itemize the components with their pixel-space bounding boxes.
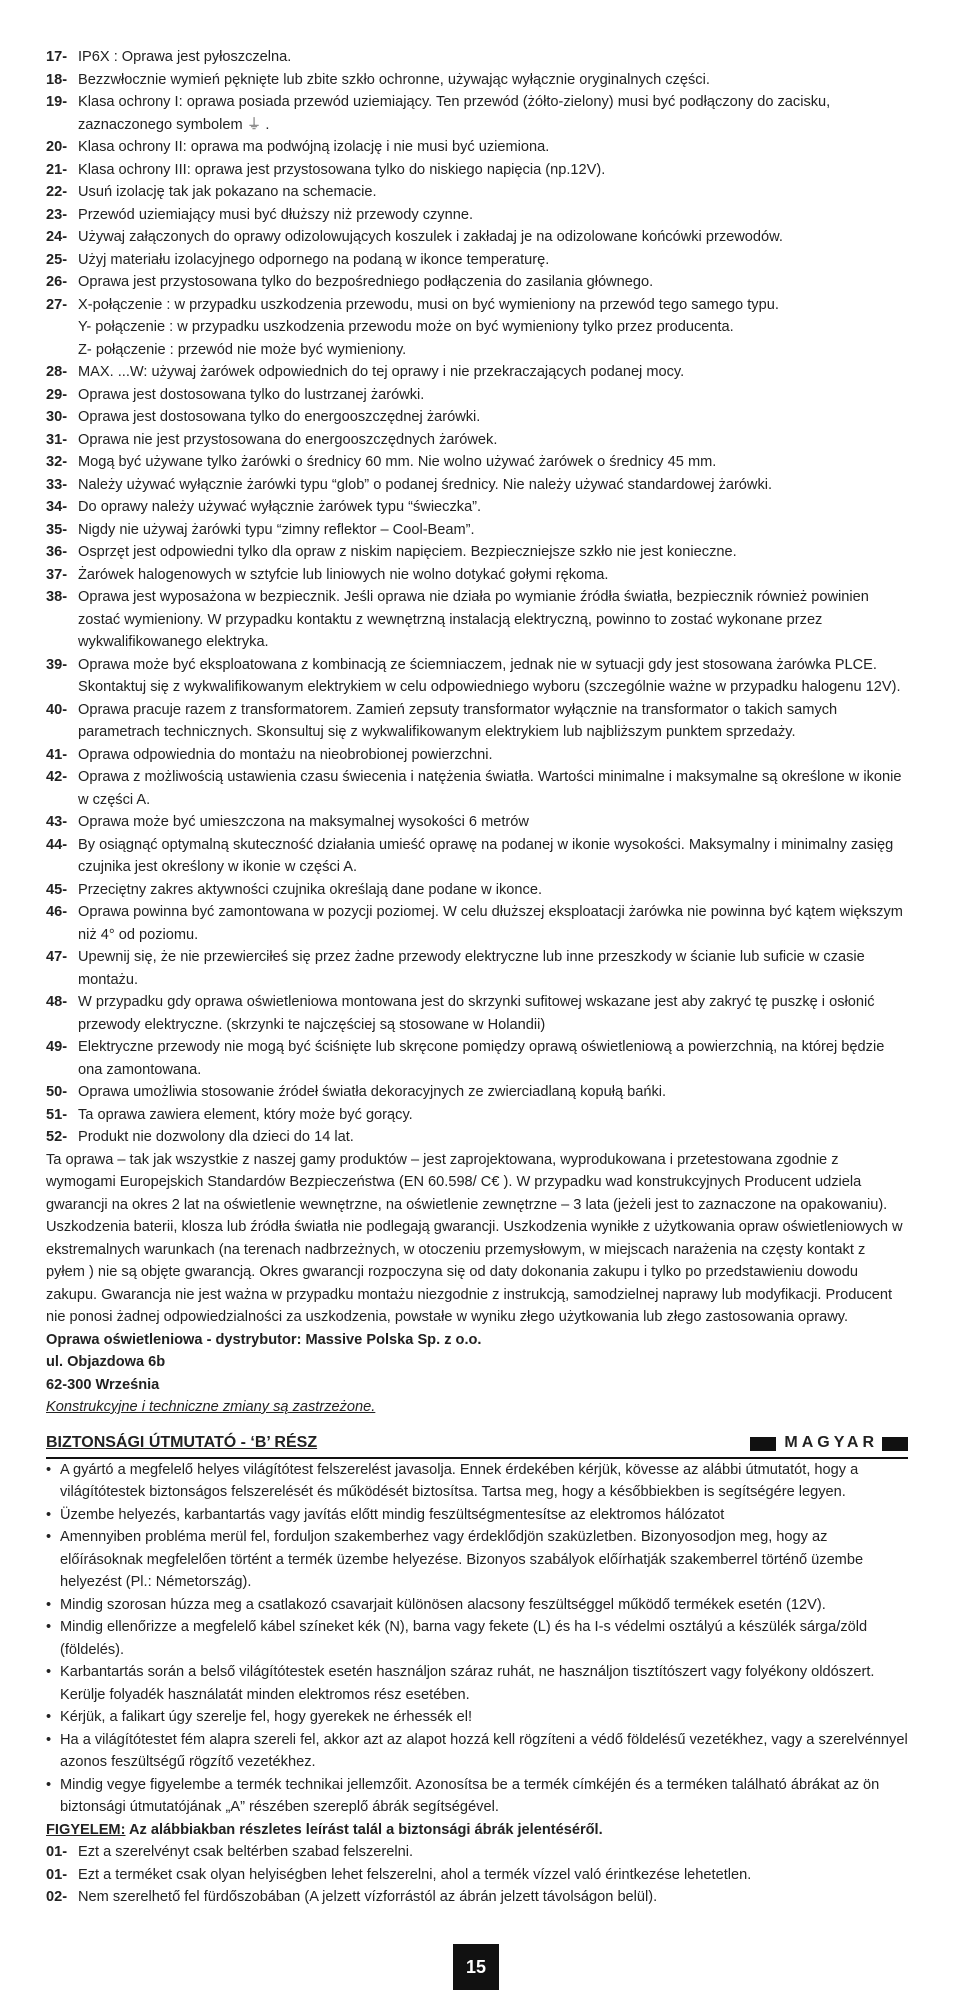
numbered-item	[46, 451, 908, 474]
item-text: Oprawa pracuje razem z transformatorem. Zamień zepsuty transformator wyłącznie na transformator o takich samych parametrach technicznych. Skonsultuj się z wykwalifikowanym elektrykiem lub najbliższym punktem sprzedaży.	[78, 701, 838, 740]
numbered-item	[46, 294, 908, 362]
numbered-item	[46, 136, 908, 159]
item-number: 35-	[46, 521, 68, 538]
numbered-item	[46, 91, 908, 136]
item-text: Oprawa powinna być zamontowana w pozycji poziomej. W celu dłuższej eksploatacji żarówka nie powinna być kątem większym niż 4° od poziomu.	[78, 904, 903, 943]
numbered-item	[46, 1104, 908, 1127]
item-number: 19-	[46, 94, 68, 110]
item-text: Usuń izolację tak jak pokazano na schemacie.	[78, 184, 377, 200]
bullet-item	[46, 1526, 908, 1594]
distributor-city: 62-300 Września	[46, 1376, 160, 1393]
distributor-street: ul. Objazdowa 6b	[46, 1354, 166, 1370]
item-number: 02-	[46, 1889, 68, 1905]
item-text: Oprawa jest dostosowana tylko do lustrzanej żarówki.	[78, 386, 425, 403]
bullet-text: Karbantartás során a belső világítótestek esetén használjon száraz ruhát, ne használjon tisztítószert vagy folyékony oldószert. Kerülje folyadék használatát minden elektromos rész esetében.	[60, 1664, 875, 1703]
item-text: Upewnij się, że nie przewierciłeś się przez żadne przewody elektryczne lub inne przeszkody w ścianie lub suficie w czasie montażu.	[78, 949, 865, 988]
item-number: 37-	[46, 566, 68, 583]
polish-instructions-list	[46, 46, 908, 1149]
bullet-icon: •	[46, 1529, 52, 1545]
bullet-text: Kérjük, a falikart úgy szerelje fel, hogy gyerekek ne érhessék el!	[60, 1709, 473, 1725]
bullet-icon: •	[46, 1709, 52, 1725]
item-text: Oprawa umożliwia stosowanie źródeł światła dekoracyjnych ze zwierciadlaną kopułą bańki.	[78, 1084, 667, 1100]
numbered-item	[46, 249, 908, 272]
numbered-item	[46, 474, 908, 497]
bullet-icon: •	[46, 1664, 52, 1680]
item-number: 25-	[46, 251, 68, 268]
language-label: MAGYAR	[784, 1434, 878, 1452]
numbered-item	[46, 901, 908, 946]
numbered-item	[46, 271, 908, 294]
item-number: 01-	[46, 1844, 68, 1860]
numbered-item	[46, 1886, 908, 1909]
item-number: 27-	[46, 296, 68, 313]
item-number: 24-	[46, 229, 68, 245]
item-number: 29-	[46, 386, 68, 403]
item-text: X-połączenie : w przypadku uszkodzenia przewodu, musi on być wymieniony na przewód tego samego typu. Y- połączenie : w przypadku uszkodzenia przewodu może on być wymieniony tylko przez producenta. Z- połączenie : przewód nie może być wymieniony.	[78, 296, 779, 358]
numbered-item	[46, 181, 908, 204]
numbered-item	[46, 159, 908, 182]
bullet-icon: •	[46, 1506, 52, 1523]
item-text: Oprawa jest dostosowana tylko do energooszczędnej żarówki.	[78, 409, 481, 425]
item-text: Produkt nie dozwolony dla dzieci do 14 lat.	[78, 1129, 354, 1145]
attention-text: Az alábbiakban részletes leírást talál a biztonsági ábrák jelentéséről.	[125, 1821, 603, 1838]
item-text: Używaj załączonych do oprawy odizolowujących koszulek i zakładaj je na odizolowane końcówki przewodów.	[78, 229, 783, 245]
item-number: 52-	[46, 1129, 68, 1145]
bullet-icon: •	[46, 1619, 52, 1635]
item-text: Oprawa może być eksploatowana z kombinacją ze ściemniaczem, jednak nie w sytuacji gdy jest stosowana żarówka PLCE. Skontaktuj się z wykwalifikowanym elektrykiem w celu odpowiedniego wyboru (szczególnie ważne w przypadku halogenu 12V).	[78, 656, 901, 695]
item-number: 41-	[46, 746, 68, 763]
item-number: 45-	[46, 881, 68, 898]
item-text: Oprawa nie jest przystosowana do energooszczędnych żarówek.	[78, 431, 498, 448]
item-number: 48-	[46, 994, 68, 1010]
item-number: 26-	[46, 274, 68, 290]
bullet-text: Mindig ellenőrizze a megfelelő kábel színeket kék (N), barna vagy fekete (L) és ha I-s védelmi osztályú a készülék sárga/zöld (földelés).	[60, 1619, 868, 1658]
disclaimer-note: Konstrukcyjne i techniczne zmiany są zastrzeżone.	[46, 1399, 376, 1415]
bullet-text: Üzembe helyezés, karbantartás vagy javítás előtt mindig feszültségmentesítse az elektromos hálózatot	[60, 1506, 725, 1523]
bullet-item	[46, 1504, 908, 1527]
bullet-text: A gyártó a megfelelő helyes világítótest felszerelést javasolja. Ennek érdekében kérjük, kövesse az alábbi útmutatót, hogy a világítótestek biztonságos felszerelését és működését biztosítsa. Tartsa meg, hogy a későbbiekben is segítségére legyen.	[60, 1461, 859, 1500]
item-number: 33-	[46, 476, 68, 493]
bullet-item	[46, 1706, 908, 1729]
bullet-text: Mindig szorosan húzza meg a csatlakozó csavarjait különösen alacsony feszültséggel működő termékek esetén (12V).	[60, 1596, 826, 1613]
numbered-item	[46, 744, 908, 767]
bullet-item	[46, 1459, 908, 1504]
numbered-item	[46, 946, 908, 991]
item-number: 47-	[46, 949, 68, 965]
numbered-item	[46, 586, 908, 654]
hungarian-bullet-list	[46, 1459, 908, 1819]
numbered-item	[46, 361, 908, 384]
item-text: Klasa ochrony I: oprawa posiada przewód uziemiający. Ten przewód (żółto-zielony) musi być podłączony do zacisku, zaznaczonego symbolem ⏚ .	[78, 94, 831, 133]
item-number: 38-	[46, 589, 68, 605]
bullet-item	[46, 1616, 908, 1661]
numbered-item	[46, 541, 908, 564]
language-tag	[750, 1432, 908, 1455]
item-number: 50-	[46, 1084, 68, 1100]
bullet-item	[46, 1729, 908, 1774]
bullet-text: Ha a világítótestet fém alapra szereli fel, akkor azt az alapot hozzá kell rögzíteni a védő földelésű vezetékhez, vagy a szerelvénnyel azonos feszültségű rögzítő vezetékhez.	[60, 1731, 908, 1770]
item-number: 39-	[46, 656, 68, 673]
numbered-item	[46, 879, 908, 902]
item-number: 34-	[46, 499, 68, 515]
numbered-item	[46, 1036, 908, 1081]
item-text: Osprzęt jest odpowiedni tylko dla opraw z niskim napięciem. Bezpieczniejsze szkło nie jest konieczne.	[78, 544, 737, 560]
numbered-item	[46, 834, 908, 879]
item-number: 22-	[46, 184, 68, 200]
item-number: 20-	[46, 139, 68, 155]
item-text: Oprawa jest wyposażona w bezpiecznik. Jeśli oprawa nie działa po wymianie źródła światła, bezpiecznik również powinien zostać wymieniony. W przypadku kontaktu z wewnętrzną instalacją elektryczną, powinno to zostać wykonane przez wykwalifikowanego elektryka.	[78, 589, 869, 650]
hungarian-instructions-list	[46, 1841, 908, 1909]
item-number: 44-	[46, 836, 68, 853]
item-text: Ta oprawa zawiera element, który może być gorący.	[78, 1106, 413, 1123]
item-text: Należy używać wyłącznie żarówki typu “glob” o podanej średnicy. Nie należy używać standardowej żarówki.	[78, 476, 773, 493]
item-number: 31-	[46, 431, 68, 448]
numbered-item	[46, 384, 908, 407]
item-text: Oprawa odpowiednia do montażu na nieobrobionej powierzchni.	[78, 746, 493, 763]
numbered-item	[46, 699, 908, 744]
item-number: 36-	[46, 544, 68, 560]
numbered-item	[46, 69, 908, 92]
numbered-item	[46, 406, 908, 429]
item-number: 43-	[46, 814, 68, 830]
item-text: Klasa ochrony II: oprawa ma podwójną izolację i nie musi być uziemiona.	[78, 139, 550, 155]
bullet-item	[46, 1594, 908, 1617]
item-number: 42-	[46, 769, 68, 785]
item-text: MAX. ...W: używaj żarówek odpowiednich do tej oprawy i nie przekraczających podanej mocy.	[78, 364, 685, 380]
item-text: Żarówek halogenowych w sztyfcie lub liniowych nie wolno dotykać gołymi rękoma.	[78, 566, 609, 583]
item-number: 51-	[46, 1106, 68, 1123]
numbered-item	[46, 1841, 908, 1864]
item-number: 32-	[46, 454, 68, 470]
item-number: 21-	[46, 161, 68, 178]
item-text: Oprawa jest przystosowana tylko do bezpośredniego podłączenia do zasilania głównego.	[78, 274, 654, 290]
section-header	[46, 1431, 908, 1459]
item-number: 01-	[46, 1866, 68, 1883]
item-text: Użyj materiału izolacyjnego odpornego na podaną w ikonce temperaturę.	[78, 251, 550, 268]
item-text: Przewód uziemiający musi być dłuższy niż przewody czynne.	[78, 206, 473, 223]
item-text: Oprawa z możliwością ustawienia czasu świecenia i natężenia światła. Wartości minimalne i maksymalne są określone w ikonie w części A.	[78, 769, 902, 808]
bullet-icon: •	[46, 1461, 52, 1478]
item-text: Klasa ochrony III: oprawa jest przystosowana tylko do niskiego napięcia (np.12V).	[78, 161, 606, 178]
numbered-item	[46, 654, 908, 699]
item-number: 46-	[46, 904, 68, 920]
section-title: BIZTONSÁGI ÚTMUTATÓ - ‘B’ RÉSZ	[46, 1434, 318, 1452]
attention-line	[46, 1819, 908, 1842]
item-number: 30-	[46, 409, 68, 425]
item-text: Elektryczne przewody nie mogą być ściśnięte lub skręcone pomiędzy oprawą oświetleniową a powierzchnią, na której będzie ona zamontowana.	[78, 1039, 885, 1078]
numbered-item	[46, 429, 908, 452]
language-bar-right	[882, 1437, 908, 1451]
bullet-item	[46, 1774, 908, 1819]
item-text: By osiągnąć optymalną skuteczność działania umieść oprawę na podanej w ikonie wysokości. Maksymalny i minimalny zasięg czujnika jest określony w ikonie w części A.	[78, 836, 894, 875]
numbered-item	[46, 46, 908, 69]
warranty-paragraph: Ta oprawa – tak jak wszystkie z naszej gamy produktów – jest zaprojektowana, wyprodukowana i przetestowana zgodnie z wymogami Europejskich Standardów Bezpieczeństwa (EN 60.598/ C€ ). W przypadku wad konstrukcyjnych Producent udziela gwarancji na okres 2 lat na oświetlenie wewnętrzne, na oświetlenie zewnętrzne – 3 lata (jeżeli jest to zaznaczone na opakowaniu). Uszkodzenia baterii, klosza lub źródła światła nie podlegają gwarancji. Uszkodzenia wynikłe z użytkowania opraw oświetleniowych w ekstremalnych warunkach (na terenach nadbrzeżnych, w otoczeniu przemysłowym, w miejscach narażenia na częsty kontakt z pyłem ) nie są objęte gwarancją. Okres gwarancji rozpoczyna się od daty dokonania zakupu i tylko po przedstawieniu dowodu zakupu. Gwarancja nie jest ważna w przypadku montażu niezgodnie z instrukcją, samodzielnej naprawy lub modyfikacji. Producent nie ponosi żadnej odpowiedzialności za uszkodzenia, powstałe w wyniku złego użytkowania lub złego zastosowania oprawy.	[46, 1151, 903, 1325]
item-text: Przeciętny zakres aktywności czujnika określają dane podane w ikonce.	[78, 881, 542, 898]
bullet-icon: •	[46, 1596, 52, 1613]
numbered-item	[46, 496, 908, 519]
numbered-item	[46, 564, 908, 587]
item-number: 49-	[46, 1039, 68, 1055]
item-text: IP6X : Oprawa jest pyłoszczelna.	[78, 49, 292, 65]
manual-page	[46, 46, 908, 1909]
item-text: Bezzwłocznie wymień pęknięte lub zbite szkło ochronne, używając wyłącznie oryginalnych części.	[78, 71, 710, 88]
item-number: 23-	[46, 206, 68, 223]
bullet-icon: •	[46, 1731, 52, 1748]
item-number: 28-	[46, 364, 68, 380]
item-number: 40-	[46, 701, 68, 718]
item-text: Mogą być używane tylko żarówki o średnicy 60 mm. Nie wolno używać żarówek o średnicy 45 mm.	[78, 454, 717, 470]
numbered-item	[46, 226, 908, 249]
item-number: 17-	[46, 49, 68, 65]
numbered-item	[46, 1081, 908, 1104]
numbered-item	[46, 811, 908, 834]
numbered-item	[46, 204, 908, 227]
item-text: Nem szerelhető fel fürdőszobában (A jelzett vízforrástól az ábrán jelzett távolságon belül).	[78, 1889, 658, 1905]
distributor-line: Oprawa oświetleniowa - dystrybutor: Massive Polska Sp. z o.o.	[46, 1331, 482, 1348]
item-text: Do oprawy należy używać wyłącznie żarówek typu “świeczka”.	[78, 499, 482, 515]
bullet-item	[46, 1661, 908, 1706]
item-text: Nigdy nie używaj żarówki typu “zimny reflektor – Cool-Beam”.	[78, 521, 475, 538]
page-number: 15	[453, 1944, 499, 1990]
item-text: Ezt a szerelvényt csak beltérben szabad felszerelni.	[78, 1844, 414, 1860]
bullet-icon: •	[46, 1776, 52, 1793]
numbered-item	[46, 1864, 908, 1887]
bullet-text: Amennyiben probléma merül fel, forduljon szakemberhez vagy érdeklődjön szaküzletben. Bizonyosodjon meg, hogy az előírásoknak megfelelően történt a termék üzembe helyezése. Bizonyos szabályok előírhatják szakemberrel történő üzembe helyezést (Pl.: Németország).	[60, 1529, 864, 1590]
numbered-item	[46, 519, 908, 542]
numbered-item	[46, 1126, 908, 1149]
item-text: Ezt a terméket csak olyan helyiségben lehet felszerelni, ahol a termék vízzel való érintkezése lehetetlen.	[78, 1866, 752, 1883]
bullet-text: Mindig vegye figyelembe a termék technikai jellemzőit. Azonosítsa be a termék címkéjén és a terméken található ábrákat az ön biztonsági útmutatójának „A” részében szereplő ábrák segítségével.	[60, 1776, 880, 1815]
numbered-item	[46, 991, 908, 1036]
attention-label: FIGYELEM:	[46, 1821, 126, 1838]
language-bar-left	[750, 1437, 776, 1451]
item-text: Oprawa może być umieszczona na maksymalnej wysokości 6 metrów	[78, 814, 529, 830]
item-number: 18-	[46, 71, 68, 88]
item-text: W przypadku gdy oprawa oświetleniowa montowana jest do skrzynki sufitowej wskazane jest aby zakryć tę puszkę i osłonić przewody elektryczne. (skrzynki te najczęściej są stosowane w Holandii)	[78, 994, 875, 1033]
numbered-item	[46, 766, 908, 811]
